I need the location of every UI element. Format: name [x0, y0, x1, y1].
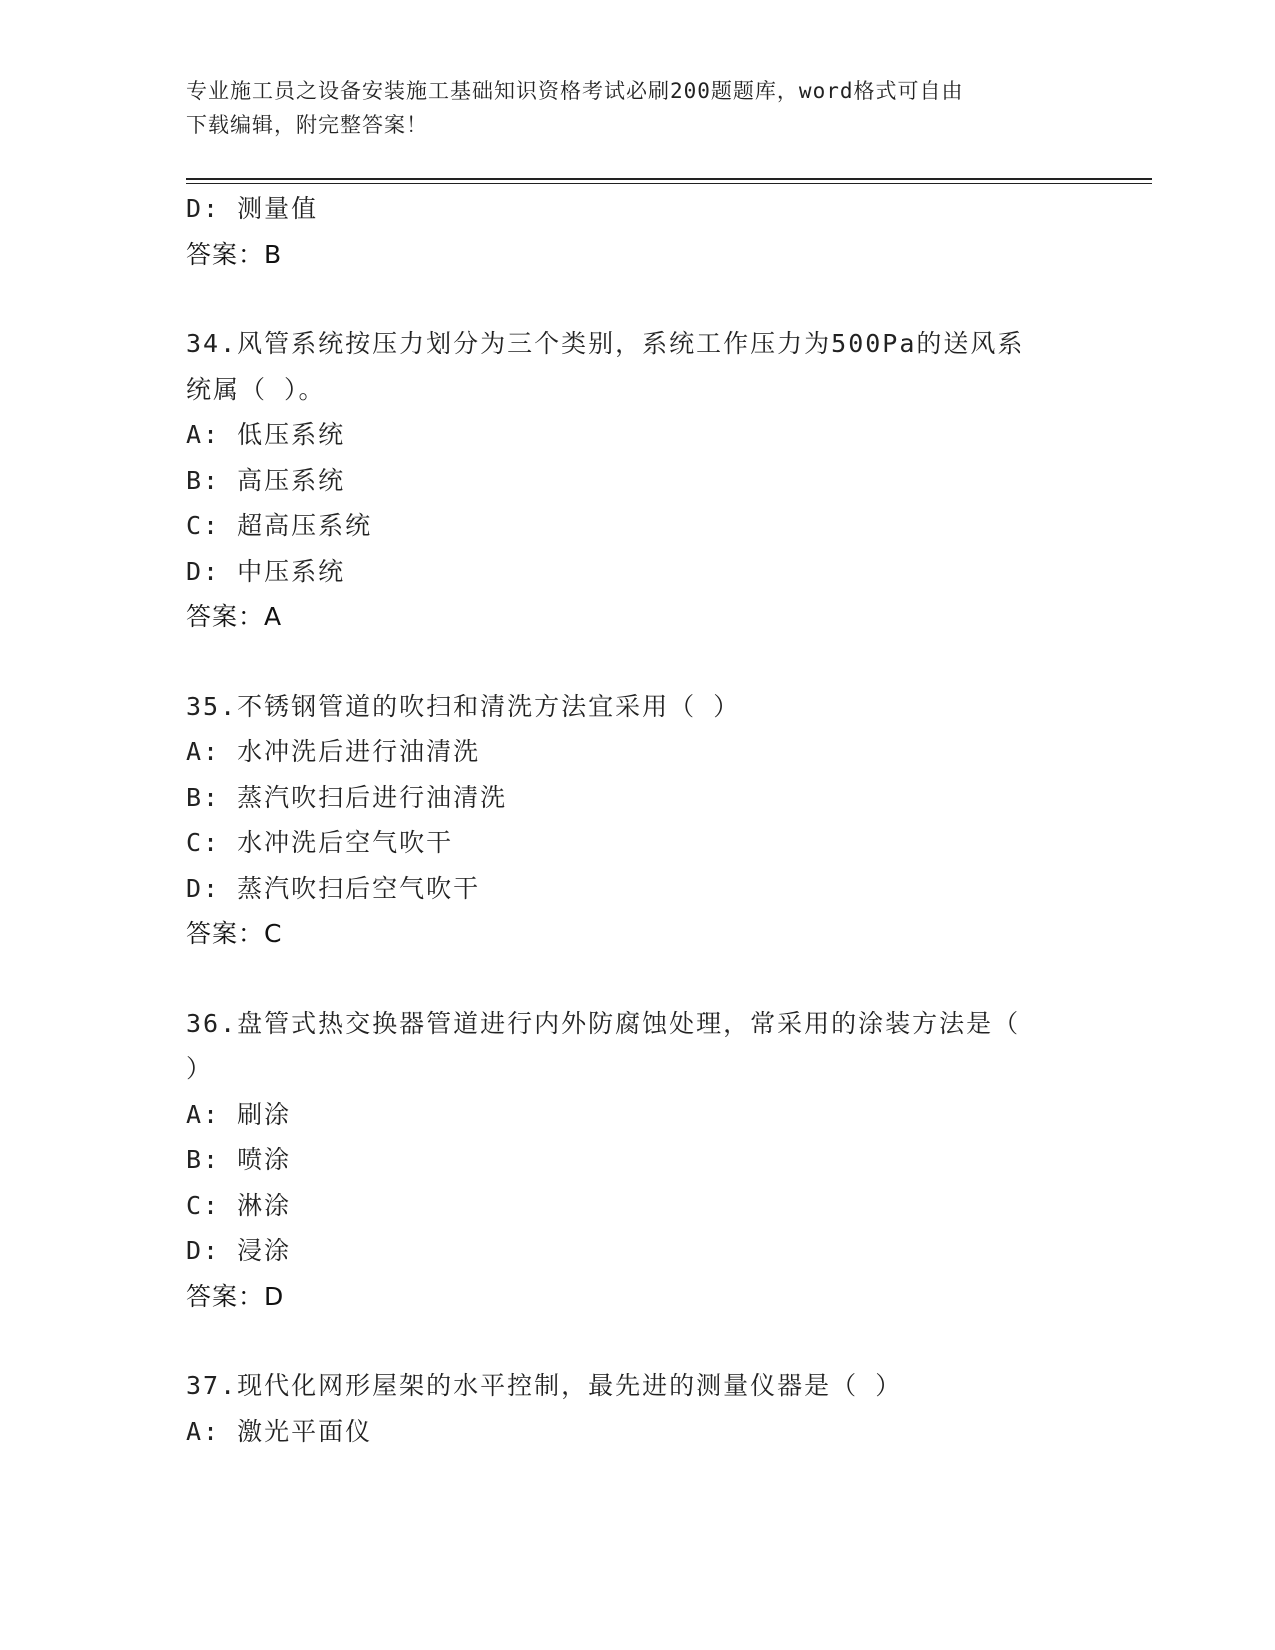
question-stem-line: 36.盘管式热交换器管道进行内外防腐蚀处理，常采用的涂装方法是（: [186, 1008, 1021, 1038]
document-header: [186, 74, 1066, 142]
answer-line: 答案：B: [186, 239, 283, 269]
option-a: A: 刷涂: [186, 1099, 292, 1129]
header-divider-thin: [186, 183, 1152, 184]
question-stem-line: 统属（ ）。: [186, 374, 326, 404]
spacer: [186, 957, 1086, 1001]
answer-line: 答案：C: [186, 919, 283, 948]
question-stem-line: 37.现代化网形屋架的水平控制，最先进的测量仪器是（ ）: [186, 1371, 903, 1400]
header-line-2: 下载编辑，附完整答案！: [186, 113, 428, 137]
question-stem-line: 35.不锈钢管道的吹扫和清洗方法宜采用（ ）: [186, 691, 741, 721]
option-b: B: 高压系统: [186, 465, 346, 495]
header-divider-thick: [186, 178, 1152, 180]
option-c: C: 水冲洗后空气吹干: [186, 828, 454, 857]
option-b: B: 蒸汽吹扫后进行油清洗: [186, 782, 508, 812]
question-37: [186, 1363, 1086, 1454]
option-d: D: 测量值: [186, 194, 319, 223]
option-c: C: 超高压系统: [186, 511, 373, 540]
question-34: [186, 321, 1086, 640]
option-c: C: 淋涂: [186, 1190, 292, 1220]
answer-line: 答案：A: [186, 602, 283, 631]
option-a: A: 水冲洗后进行油清洗: [186, 737, 481, 766]
previous-question-tail: [186, 186, 1086, 277]
option-a: A: 低压系统: [186, 420, 346, 449]
option-a: A: 激光平面仪: [186, 1416, 373, 1446]
question-35: [186, 684, 1086, 957]
question-stem-line: ）: [186, 1054, 214, 1083]
question-list: [186, 186, 1086, 1454]
option-d: D: 中压系统: [186, 556, 346, 586]
question-36: [186, 1001, 1086, 1320]
spacer: [186, 277, 1086, 321]
spacer: [186, 1319, 1086, 1363]
option-d: D: 蒸汽吹扫后空气吹干: [186, 873, 481, 903]
question-stem-line: 34.风管系统按压力划分为三个类别，系统工作压力为500Pa的送风系: [186, 329, 1025, 358]
answer-line: 答案：D: [186, 1281, 285, 1311]
option-d: D: 浸涂: [186, 1236, 292, 1265]
spacer: [186, 640, 1086, 684]
option-b: B: 喷涂: [186, 1145, 292, 1174]
header-line-1: 专业施工员之设备安装施工基础知识资格考试必刷200题题库，word格式可自由: [186, 79, 964, 103]
